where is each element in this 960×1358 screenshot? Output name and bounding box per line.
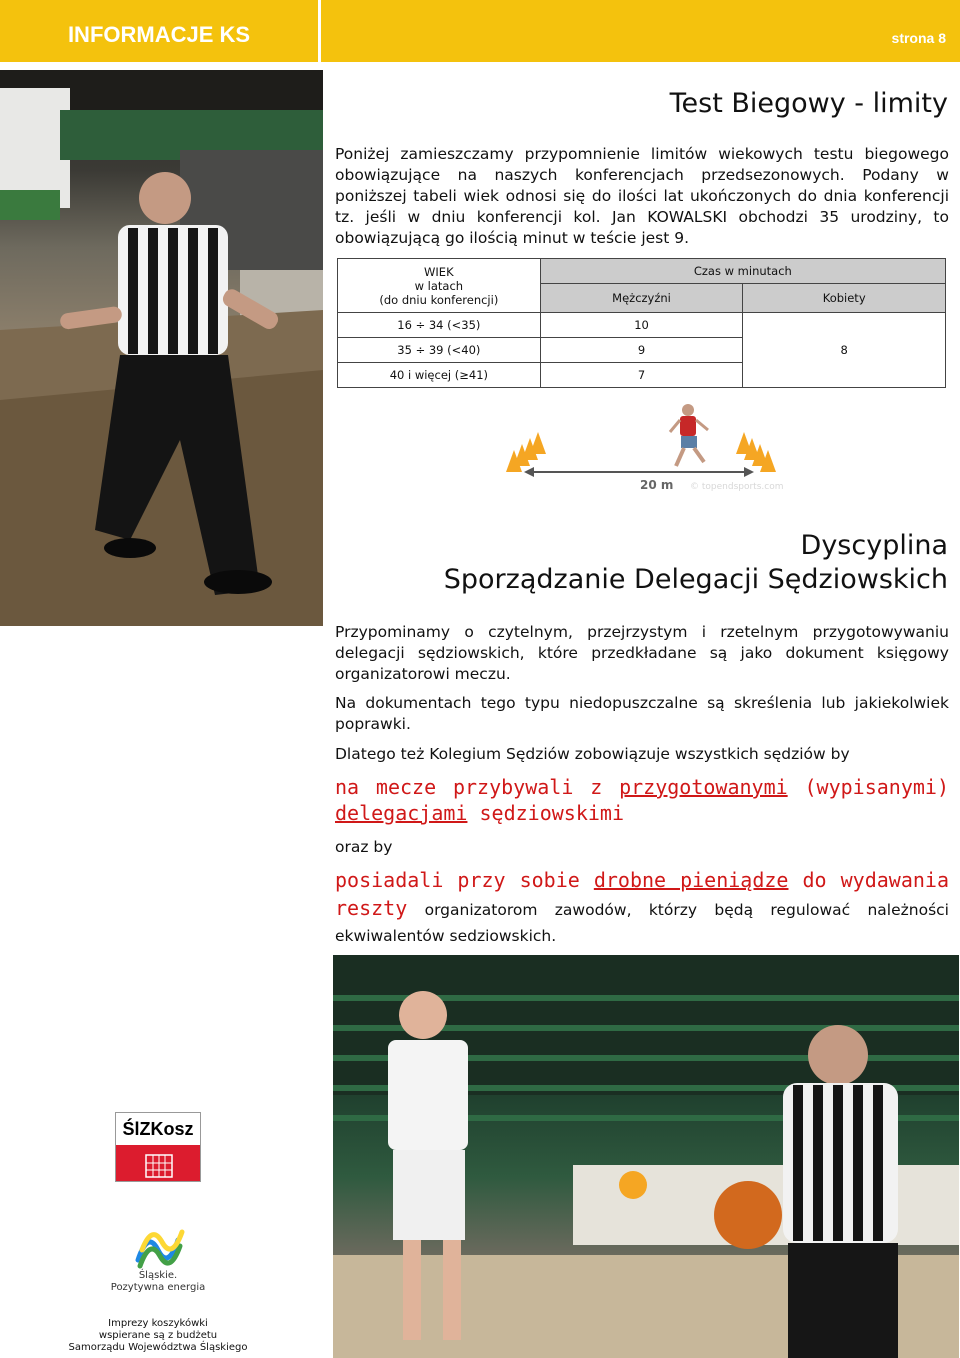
age-cell: 16 ÷ 34 (<35) xyxy=(338,313,541,338)
slaskie-wave-icon xyxy=(108,1220,208,1270)
section2-title-line2: Sporządzanie Delegacji Sędziowskich xyxy=(443,564,948,595)
men-cell: 10 xyxy=(540,313,743,338)
distance-label: 20 m xyxy=(640,478,674,492)
highlight-text: na mecze przybywali z xyxy=(335,775,620,799)
header-bar xyxy=(0,0,960,62)
highlight-underlined: drobne pieniądze xyxy=(593,868,789,892)
men-cell: 9 xyxy=(540,338,743,363)
highlight-underlined: przygotowanymi xyxy=(619,775,788,799)
age-header-line3: (do dniu konferencji) xyxy=(379,292,499,307)
footer-line3: Samorządu Województwa Śląskiego xyxy=(68,1342,248,1353)
highlight-text: posiadali przy sobie xyxy=(335,868,594,892)
highlight-text: (wypisanymi) xyxy=(787,775,949,799)
slzkosz-logo-text: ŚlZKosz xyxy=(116,1113,200,1145)
slzkosz-logo xyxy=(115,1112,201,1182)
shuttle-run-figure xyxy=(500,400,790,495)
basketball-icon xyxy=(714,1181,782,1249)
test-intro: Poniżej zamieszczamy przypomnienie limitów wiekowych testu biegowego obowiązujące na naszych konferencjach przedsezonowych. Podany w poniższej tabeli wiek odnosi się do ilości lat ukończonych do dnia konferencji tz. jeśli w dniu konferencji kol. Jan KOWALSKI obchodzi 35 urodziny, to obowiązującą go ilością minut w teście jest 9. xyxy=(335,145,949,247)
age-cell: 35 ÷ 39 (<40) xyxy=(338,338,541,363)
age-cell: 40 i więcej (≥41) xyxy=(338,363,541,388)
highlight-underlined: delegacjami xyxy=(335,801,468,825)
figure-watermark: © topendsports.com xyxy=(690,482,784,492)
footer-line2: wspierane są z budżetu xyxy=(98,1330,218,1341)
age-header-cell xyxy=(338,259,541,313)
slaskie-logo-text xyxy=(98,1270,218,1294)
paragraph-3: Dlatego też Kolegium Sędziów zobowiązuje wszystkich sędziów by xyxy=(335,745,850,763)
paragraph-5: organizatorom zawodów, którzy będą regulować należności ekwiwalentów sedziowskich. xyxy=(335,901,949,945)
section-title: INFORMACJE KS xyxy=(67,22,251,47)
page-number: strona 8 xyxy=(891,30,946,46)
slaskie-line2: Pozytywna energia xyxy=(110,1282,206,1293)
women-cell: 8 xyxy=(743,313,946,388)
sponsor-footer xyxy=(60,1318,256,1354)
slaskie-line1: Śląskie. xyxy=(138,1270,178,1281)
age-header-line2: w latach xyxy=(414,278,464,293)
men-cell: 7 xyxy=(540,363,743,388)
highlight-delegations xyxy=(335,774,949,826)
age-header-line1: WIEK xyxy=(424,264,454,279)
footer-line1: Imprezy koszykówki xyxy=(108,1318,208,1329)
slzkosz-logo-red xyxy=(116,1145,200,1181)
game-photo xyxy=(333,955,959,1358)
time-header: Czas w minutach xyxy=(540,259,945,284)
paragraph-4: oraz by xyxy=(335,838,393,856)
table-row xyxy=(338,313,946,338)
paragraph-1: Przypominamy o czytelnym, przejrzystym i rzetelnym przygotowywaniu delegacji sędziowskich, które przedkładane są jako dokument księgowy organizatorowi meczu. xyxy=(335,623,949,683)
highlight-change xyxy=(335,867,949,949)
highlight-text: do wydawania reszty xyxy=(335,868,949,920)
men-header: Mężczyźni xyxy=(540,284,743,313)
highlight-text: sędziowskimi xyxy=(467,801,624,825)
cones-right-icon xyxy=(736,432,776,472)
paragraph-2: Na dokumentach tego typu niedopuszczalne są skreślenia lub jakiekolwiek poprawki. xyxy=(335,694,949,733)
header-divider xyxy=(318,0,321,62)
cones-left-icon xyxy=(506,432,546,472)
limits-table xyxy=(337,258,946,388)
women-header: Kobiety xyxy=(743,284,946,313)
section2-title-line1: Dyscyplina xyxy=(800,530,948,561)
basket-icon xyxy=(116,1145,200,1181)
test-title: Test Biegowy - limity xyxy=(669,88,948,119)
runner-icon xyxy=(670,404,708,466)
referee-photo xyxy=(0,70,323,626)
